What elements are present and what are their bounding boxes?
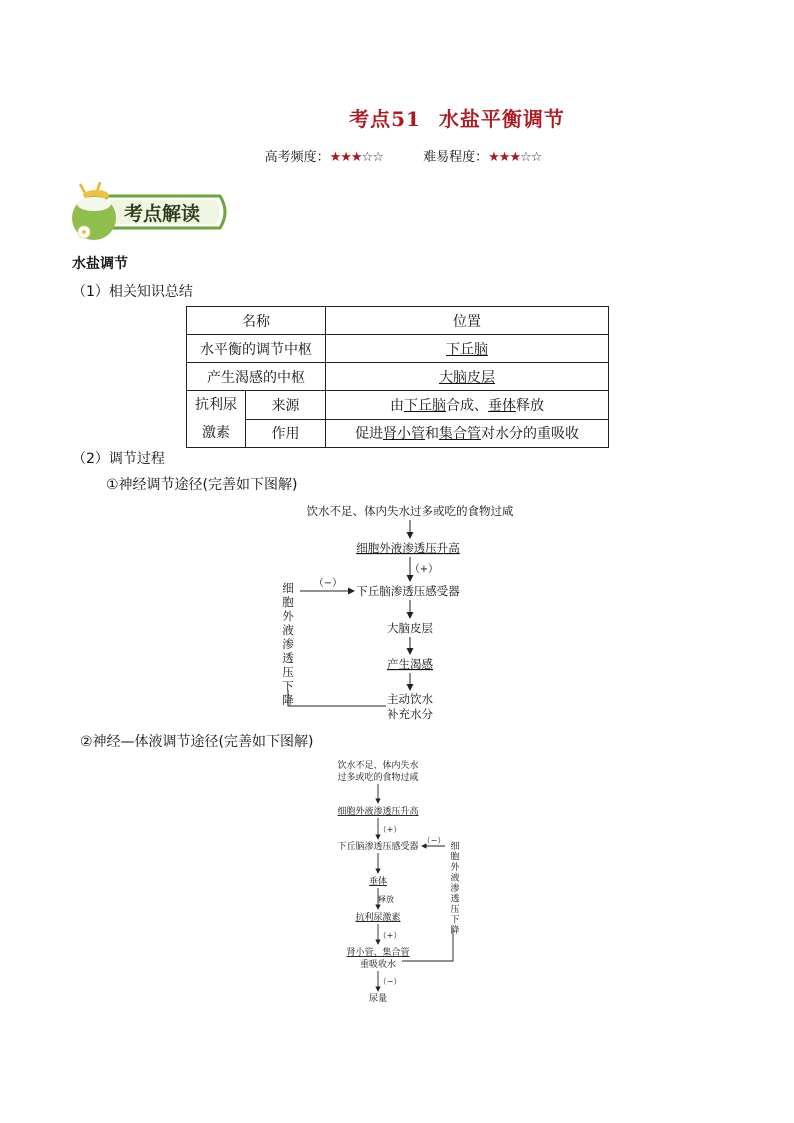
side-osmotic-drop: 细胞外液渗透压下降 [282,581,294,707]
node-osmotic-rise: 细胞外液渗透压升高 [356,541,460,555]
label-minus: （−） [313,578,343,589]
node-urine: 尿量 [368,994,388,1004]
subsection-2: （2）调节过程 [72,451,165,467]
label-minus-1: （−） [378,977,402,986]
node-cause-2: 过多或吃的食物过咸 [337,773,419,783]
difficulty-label: 难易程度： [423,150,489,165]
coconut-top-icon [77,197,111,211]
text-part: 对水分的重吸收 [481,426,579,443]
label-release: 释放 [378,895,394,904]
difficulty-filled-stars: ★★★ [488,150,521,165]
subsection-1: （1）相关知识总结 [72,284,193,300]
section-badge [70,182,230,242]
node-cause: 饮水不足、体内失水过多或吃的食物过咸 [306,504,514,518]
cell-source-label: 来源 [246,391,326,420]
table-row [187,335,609,363]
cell-name: 产生渴感的中枢 [187,363,326,391]
node-hypothalamus-receptor: 下丘脑渗透压感受器 [337,842,419,852]
node-adh: 抗利尿激素 [355,913,401,923]
node-hypothalamus-receptor: 下丘脑渗透压感受器 [356,584,460,598]
node-tubules-2: 重吸收水 [359,960,397,970]
text-part: 促进 [355,426,383,443]
nerve-regulation-diagram [270,500,550,726]
frequency-label: 高考频度： [264,150,330,165]
label-plus: （+） [409,564,439,575]
node-tubules-1: 肾小管、集合管 [346,948,410,958]
node-drink-1: 主动饮水 [387,692,433,706]
badge-label: 考点解读 [124,203,201,225]
neuro-humoral-diagram [322,756,472,1008]
page-title [0,103,794,132]
node-osmotic-rise: 细胞外液渗透压升高 [337,807,419,817]
diagram-1-caption: ①神经调节途径(完善如下图解) [106,477,298,493]
frequency-filled-stars: ★★★ [329,150,362,165]
header-name: 名称 [187,307,326,335]
table-row [187,307,609,335]
label-plus-2: （+） [378,931,402,940]
difficulty-empty-stars: ☆☆ [520,150,542,165]
node-drink-2: 补充水分 [387,707,433,721]
answer-text: 下丘脑 [446,341,488,358]
cell-function [326,419,609,448]
table-row [187,363,609,391]
rating-line [0,146,794,165]
node-thirst: 产生渴感 [387,657,433,671]
cell-source [326,391,609,420]
side-osmotic-drop: 细胞外液渗透压下降 [450,842,460,936]
node-cause-1: 饮水不足、体内失水 [337,761,419,771]
difficulty-stars [488,150,541,165]
cell-position [326,363,609,391]
frequency-stars [330,150,383,165]
text-part: 和 [425,426,439,443]
text-part: 释放 [516,397,544,414]
knowledge-table [186,306,609,448]
answer-text: 肾小管 [383,426,425,443]
topic-code: 考点51 [349,107,421,131]
node-cerebral-cortex: 大脑皮层 [387,621,433,635]
adh-line-2: 激素 [202,425,230,441]
cell-function-label: 作用 [246,419,326,448]
frequency-empty-stars: ☆☆ [361,150,383,165]
topic-name: 水盐平衡调节 [438,107,565,131]
text-part: 合成、 [446,397,488,414]
answer-text: 大脑皮层 [439,369,495,386]
answer-text: 垂体 [488,397,516,414]
text-part: 由 [390,397,404,414]
table-row [187,419,609,448]
diagram-2-caption: ②神经—体液调节途径(完善如下图解) [80,734,314,750]
section-title: 水盐调节 [72,256,128,272]
label-minus-2: （−） [422,836,446,845]
answer-text: 集合管 [439,426,481,443]
cell-position [326,335,609,363]
header-position: 位置 [326,307,609,335]
label-plus-1: （+） [378,825,402,834]
adh-line-1: 抗利尿 [195,397,237,413]
cell-adh [187,391,246,448]
cell-name: 水平衡的调节中枢 [187,335,326,363]
node-pituitary: 垂体 [368,877,388,887]
table-row [187,391,609,420]
answer-text: 下丘脑 [404,397,446,414]
